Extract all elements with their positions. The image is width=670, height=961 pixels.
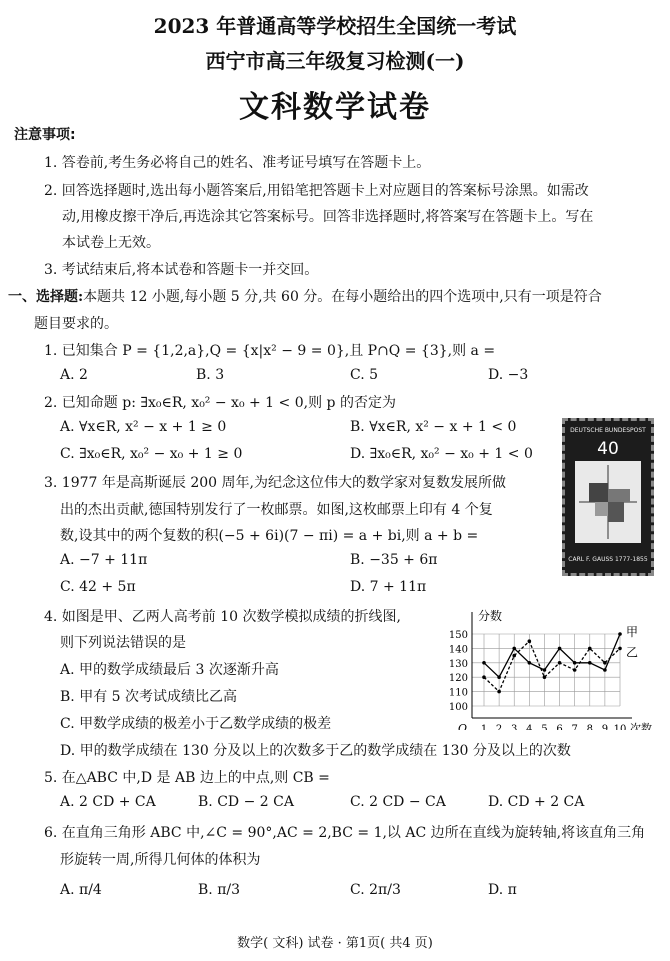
q6-line: 6. 在直角三角形 ABC 中,∠C = 90°,AC = 2,BC = 1,以 AC 边所在直线为旋转轴,将该直角三角 <box>44 825 646 841</box>
q1-stem: 1. 已知集合 P = {1,2,a},Q = {x|x² − 9 = 0},且 P∩Q = {3},则 a = <box>44 343 496 359</box>
exam-subtitle: 西宁市高三年级复习检测(一) <box>205 49 465 73</box>
q3-line: 数,设其中的两个复数的积(−5 + 6i)(7 − πi) = a + bi,则 a + b = <box>60 528 479 544</box>
x-tick-label: 4 <box>526 724 533 730</box>
y-tick-label: 140 <box>448 644 468 656</box>
data-point <box>558 661 562 665</box>
q3-option-a: A. −7 + 11π <box>60 552 148 568</box>
series-label: 甲 <box>626 625 639 639</box>
q6-option-a: A. π/4 <box>60 882 102 898</box>
data-point <box>543 668 547 672</box>
data-point <box>512 647 516 651</box>
q2-option-c: C. ∃x₀∈R, x₀² − x₀ + 1 ≥ 0 <box>60 446 243 462</box>
score-line-chart <box>440 606 660 730</box>
q6-option-c: C. 2π/3 <box>350 882 401 898</box>
data-point <box>588 647 592 651</box>
gauss-stamp-image <box>562 418 654 576</box>
q3-line: 出的杰出贡献,德国特别发行了一枚邮票。如图,这枚邮票上印有 4 个复 <box>60 502 493 518</box>
x-tick-label: 7 <box>571 724 578 730</box>
data-point <box>603 668 607 672</box>
q2-option-d: D. ∃x₀∈R, x₀² − x₀ + 1 < 0 <box>350 446 533 462</box>
q5-option-b: B. CD − 2 CA <box>198 794 294 810</box>
x-tick-label: 6 <box>556 724 563 730</box>
q4-line: 4. 如图是甲、乙两人高考前 10 次数学模拟成绩的折线图, <box>44 609 401 625</box>
x-tick-label: 5 <box>541 724 548 730</box>
x-tick-label: 2 <box>495 724 503 730</box>
data-point <box>497 675 501 679</box>
paper-title: 文科数学试卷 <box>239 90 431 125</box>
data-point <box>482 675 486 679</box>
x-tick-label: 3 <box>511 724 518 730</box>
section-heading <box>8 286 602 306</box>
q6-option-d: D. π <box>488 882 517 898</box>
q5-stem: 5. 在△ABC 中,D 是 AB 边上的中点,则 CB = <box>44 770 330 786</box>
q4-option-c: C. 甲数学成绩的极差小于乙数学成绩的极差 <box>60 716 332 732</box>
page-footer: 数学( 文科) 试卷 · 第1页( 共4 页) <box>237 936 433 951</box>
x-tick-label: 8 <box>586 724 593 730</box>
data-point <box>573 668 577 672</box>
note-line: 2. 回答选择题时,选出每小题答案后,用铅笔把答题卡上对应题目的答案标号涂黑。如需改 <box>44 183 589 199</box>
data-point <box>528 661 532 665</box>
y-tick-label: 100 <box>448 702 468 713</box>
q6-line: 形旋转一周,所得几何体的体积为 <box>60 852 261 868</box>
y-tick-label: 130 <box>448 658 468 670</box>
stamp-footer: CARL F. GAUSS 1777-1855 <box>568 556 648 563</box>
q1-option-a: A. 2 <box>60 367 88 383</box>
q4-line: 则下列说法错误的是 <box>60 635 186 651</box>
data-point <box>482 661 486 665</box>
exam-title: 2023 年普通高等学校招生全国统一考试 <box>153 14 517 38</box>
x-tick-label: 9 <box>601 724 609 730</box>
data-point <box>573 661 577 665</box>
note-line: 1. 答卷前,考生务必将自己的姓名、准考证号填写在答题卡上。 <box>44 155 431 171</box>
section-intro: 本题共 12 小题,每小题 5 分,共 60 分。在每小题给出的四个选项中,只有一项是符合 <box>83 289 602 305</box>
q5-option-a: A. 2 CD + CA <box>60 794 156 810</box>
series-line-1 <box>484 634 620 677</box>
stamp-header: DEUTSCHE BUNDESPOST <box>570 427 646 434</box>
data-point <box>618 647 622 651</box>
q1-option-d: D. −3 <box>488 367 529 383</box>
q3-option-b: B. −35 + 6π <box>350 552 438 568</box>
q4-option-d: D. 甲的数学成绩在 130 分及以上的次数多于乙的数学成绩在 130 分及以上的次数 <box>60 743 571 759</box>
q2-option-a: A. ∀x∈R, x² − x + 1 ≥ 0 <box>60 419 227 435</box>
note-line: 动,用橡皮擦干净后,再选涂其它答案标号。回答非选择题时,将答案写在答题卡上。写在 <box>62 209 594 225</box>
data-point <box>618 632 622 636</box>
stamp-complex-plane <box>575 461 641 543</box>
q4-option-b: B. 甲有 5 次考试成绩比乙高 <box>60 689 237 705</box>
y-axis-label: 分数 <box>478 609 503 623</box>
q2-stem: 2. 已知命题 p: ∃x₀∈R, x₀² − x₀ + 1 < 0,则 p 的否定为 <box>44 395 396 411</box>
q5-option-d: D. CD + 2 CA <box>488 794 585 810</box>
note-line: 3. 考试结束后,将本试卷和答题卡一并交回。 <box>44 262 319 278</box>
x-tick-label: 10 <box>613 724 627 730</box>
data-point <box>512 654 516 658</box>
y-tick-label: 120 <box>448 673 468 685</box>
notes-heading: 注意事项: <box>14 127 76 143</box>
data-point <box>588 661 592 665</box>
y-tick-label: 150 <box>448 630 468 641</box>
q2-option-b: B. ∀x∈R, x² − x + 1 < 0 <box>350 419 517 435</box>
origin-label: O <box>458 722 468 730</box>
stamp-value: 40 <box>597 439 619 459</box>
section-label: 一、选择题: <box>8 289 84 305</box>
q4-option-a: A. 甲的数学成绩最后 3 次逐渐升高 <box>60 662 279 678</box>
x-tick-label: 1 <box>480 724 488 730</box>
note-line: 本试卷上无效。 <box>62 235 160 251</box>
section-intro-cont: 题目要求的。 <box>34 316 118 332</box>
data-point <box>558 647 562 651</box>
data-point <box>528 639 532 643</box>
data-point <box>603 661 607 665</box>
data-point <box>497 690 501 694</box>
q6-option-b: B. π/3 <box>198 882 241 898</box>
data-point <box>543 675 547 679</box>
q1-option-b: B. 3 <box>196 367 225 383</box>
series-label: 乙 <box>626 645 639 660</box>
y-tick-label: 110 <box>448 687 468 699</box>
q3-line: 3. 1977 年是高斯诞辰 200 周年,为纪念这位伟大的数学家对复数发展所做 <box>44 475 506 491</box>
q3-option-d: D. 7 + 11π <box>350 579 427 595</box>
x-axis-label: 次数 <box>630 722 652 730</box>
q3-option-c: C. 42 + 5π <box>60 579 136 595</box>
q1-option-c: C. 5 <box>350 367 379 383</box>
q5-option-c: C. 2 CD − CA <box>350 794 446 810</box>
